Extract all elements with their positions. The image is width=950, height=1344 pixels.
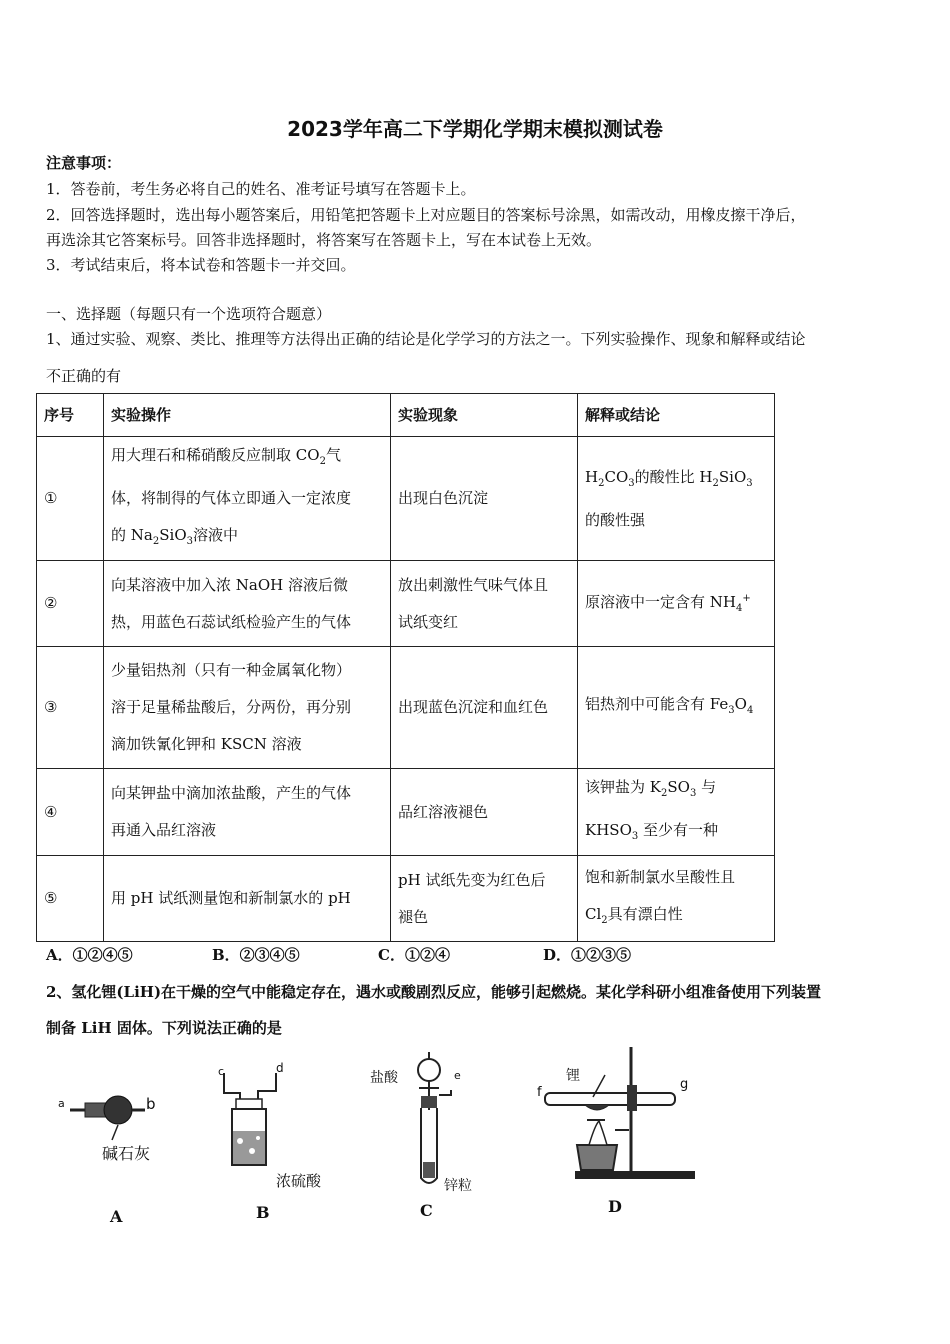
row-conclusion: $H_2CO_3$的酸性比 $H_2SiO_3$ 的酸性强 [578, 437, 775, 561]
figure-a-label: A [110, 1207, 123, 1226]
gas-washing-bottle-figure [210, 1063, 290, 1173]
row-phenomenon: 出现蓝色沉淀和血红色 [391, 647, 578, 769]
question-2-stem-line1: 2、氢化锂(LiH)在干燥的空气中能稳定存在，遇水或酸剧烈反应，能够引起燃烧。某化学科研小组准备使用下列装置 [46, 983, 822, 1001]
row-phenomenon: pH 试纸先变为红色后 褪色 [391, 856, 578, 942]
notice-item-2a: 2．回答选择题时，选出每小题答案后，用铅笔把答题卡上对应题目的答案标号涂黑，如需改动，用橡皮擦干净后， [46, 206, 806, 224]
row-operation: 向某溶液中加入浓 NaOH 溶液后微 热，用蓝色石蕊试纸检验产生的气体 [104, 561, 391, 647]
question-1-stem-line1: 1、通过实验、观察、类比、推理等方法得出正确的结论是化学学习的方法之一。下列实验操作、现象和解释或结论 [46, 330, 806, 348]
soda-lime-label: 碱石灰 [102, 1144, 151, 1163]
table-row [37, 437, 775, 561]
option-d[interactable]: D．①②③⑤ [543, 946, 632, 964]
port-e-label: e [454, 1069, 461, 1082]
question-2-stem-line2: 制备 LiH 固体。下列说法正确的是 [46, 1019, 282, 1037]
table-row [37, 647, 775, 769]
table-row [37, 856, 775, 942]
table-row [37, 769, 775, 856]
row-operation: 向某钾盐中滴加浓盐酸，产生的气体 再通入品红溶液 [104, 769, 391, 856]
row-id: ② [37, 561, 104, 647]
figure-b-label: B [256, 1203, 270, 1222]
table-header-row [37, 394, 775, 437]
page-title: 2023学年高二下学期化学期末模拟测试卷 [287, 117, 663, 141]
apparatus-figures [40, 1045, 920, 1235]
port-g-label: g [680, 1077, 689, 1092]
heating-apparatus-figure [535, 1045, 715, 1185]
header-phenomenon: 实验现象 [391, 394, 578, 437]
row-phenomenon: 出现白色沉淀 [391, 437, 578, 561]
option-a[interactable]: A．①②④⑤ [46, 946, 133, 964]
header-conclusion: 解释或结论 [578, 394, 775, 437]
funnel-test-tube-figure [405, 1050, 475, 1190]
row-conclusion: 铝热剂中可能含有 $Fe_3O_4$ [578, 647, 775, 769]
zinc-granules-label: 锌粒 [444, 1178, 472, 1194]
lithium-label: 锂 [566, 1068, 580, 1084]
notice-item-2b: 再选涂其它答案标号。回答非选择题时，将答案写在答题卡上，写在本试卷上无效。 [46, 231, 602, 249]
notice-item-1: 1．答卷前，考生务必将自己的姓名、准考证号填写在答题卡上。 [46, 180, 476, 198]
header-operation: 实验操作 [104, 394, 391, 437]
port-f-label: f [537, 1085, 542, 1100]
row-operation: 用 pH 试纸测量饱和新制氯水的 pH [104, 856, 391, 942]
notice-item-3: 3．考试结束后，将本试卷和答题卡一并交回。 [46, 256, 356, 274]
row-phenomenon: 放出刺激性气味气体且 试纸变红 [391, 561, 578, 647]
section-heading: 一、选择题（每题只有一个选项符合题意） [46, 305, 332, 323]
header-id: 序号 [37, 394, 104, 437]
row-id: ④ [37, 769, 104, 856]
option-b[interactable]: B．②③④⑤ [212, 946, 300, 964]
option-c[interactable]: C．①②④ [378, 946, 450, 964]
port-d-label: d [276, 1061, 284, 1075]
question-1-stem-line2: 不正确的有 [46, 367, 122, 385]
notice-heading: 注意事项： [46, 154, 122, 172]
row-id: ③ [37, 647, 104, 769]
row-conclusion: 该钾盐为 $K_2SO_3$ 与 $KHSO_3$ 至少有一种 [578, 769, 775, 856]
port-b-label: b [146, 1095, 156, 1113]
row-id: ⑤ [37, 856, 104, 942]
port-a-label: a [58, 1097, 65, 1110]
hydrochloric-acid-label: 盐酸 [370, 1070, 398, 1086]
row-operation: 少量铝热剂（只有一种金属氧化物） 溶于足量稀盐酸后，分两份，再分别 滴加铁氰化钾和 KSCN 溶液 [104, 647, 391, 769]
experiment-table [36, 393, 775, 942]
row-conclusion: 饱和新制氯水呈酸性且 $Cl_2$具有漂白性 [578, 856, 775, 942]
figure-d-label: D [608, 1197, 622, 1216]
row-phenomenon: 品红溶液褪色 [391, 769, 578, 856]
port-c-label: c [218, 1065, 225, 1078]
conc-sulfuric-acid-label: 浓硫酸 [276, 1172, 322, 1190]
figure-c-label: C [420, 1201, 433, 1220]
row-operation: 用大理石和稀硝酸反应制取 $CO_2$气 体，将制得的气体立即通入一定浓度 的 $Na_2SiO_3$溶液中 [104, 437, 391, 561]
table-row [37, 561, 775, 647]
row-id: ① [37, 437, 104, 561]
row-conclusion: 原溶液中一定含有 $NH_4^+$ [578, 561, 775, 647]
